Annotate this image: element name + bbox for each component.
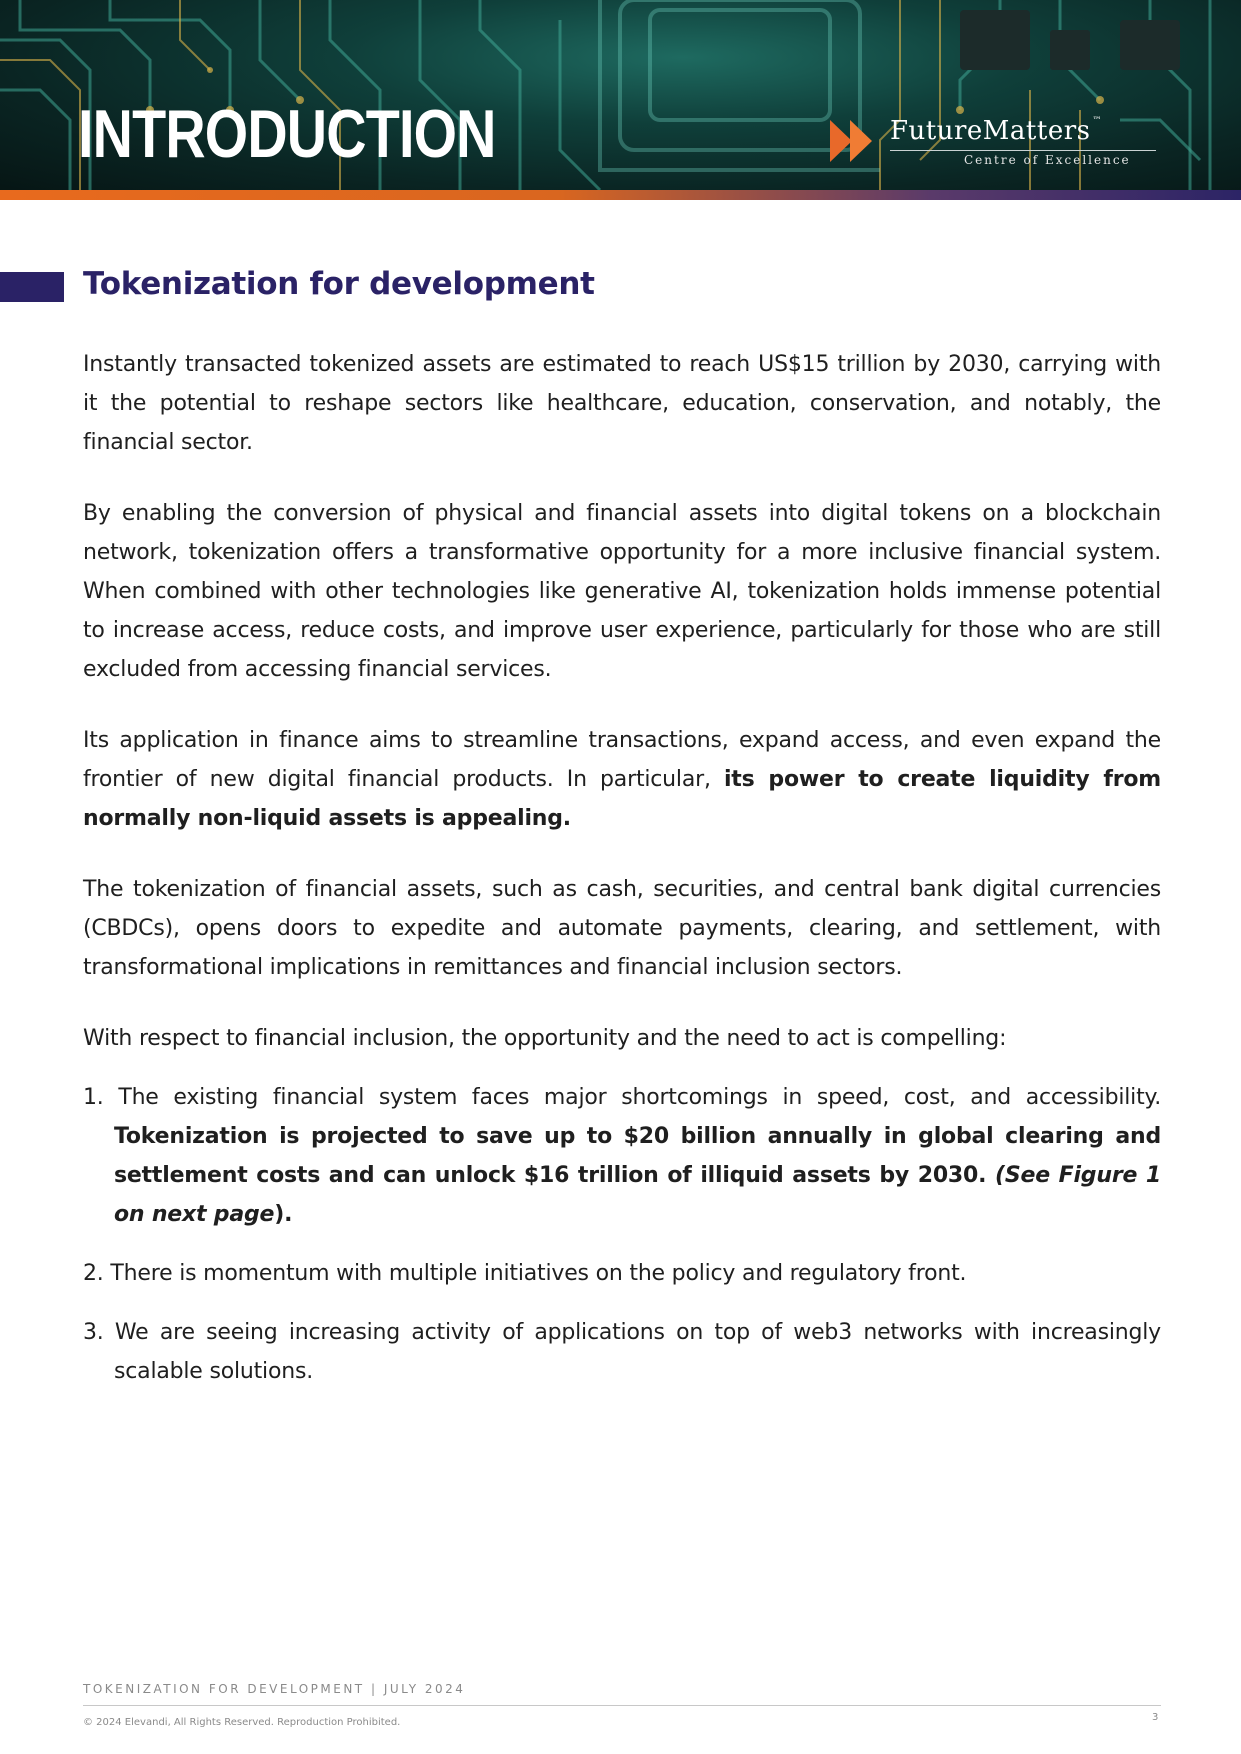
paragraph-4: The tokenization of financial assets, such as cash, securities, and central bank digital currencies (CBDCs), opens doors to expedite and automate payments, clearing, and settlement, with transformational implications in remittances and financial inclusion sectors. [83, 877, 1161, 980]
list-item-3-text: We are seeing increasing activity of applications on top of web3 networks with increasingly scalable solutions. [114, 1320, 1161, 1384]
double-arrow-icon [830, 120, 876, 162]
footer-copyright: © 2024 Elevandi, All Rights Reserved. Reproduction Prohibited. [83, 1717, 401, 1728]
list-number-3: 3. [83, 1320, 104, 1345]
banner-title: INTRODUCTION [78, 96, 496, 172]
paragraph-3-bold: its power to create liquidity from normally non-liquid assets is appealing. [83, 767, 1161, 831]
logo-subtitle: Centre of Excellence [964, 153, 1131, 167]
list-number-2: 2. [83, 1261, 104, 1286]
paragraph-1: Instantly transacted tokenized assets are estimated to reach US$15 trillion by 2030, carrying with it the potential to reshape sectors like healthcare, education, conservation, and notably, the financial sector. [83, 352, 1161, 455]
list-item-3 [83, 1313, 1161, 1391]
paragraph-2: By enabling the conversion of physical and financial assets into digital tokens on a blockchain network, tokenization offers a transformative opportunity for a more inclusive financial system. When combined with other technologies like generative AI, tokenization holds immense potential to increase access, reduce costs, and improve user experience, particularly for those who are still excluded from accessing financial services. [83, 501, 1161, 682]
footer-divider [83, 1705, 1161, 1706]
page-number: 3 [1152, 1712, 1159, 1723]
paragraph-3-text: Its application in finance aims to streamline transactions, expand access, and even expand the frontier of new digital financial products. In particular, [83, 728, 1161, 792]
list-item-2-text: There is momentum with multiple initiatives on the policy and regulatory front. [110, 1261, 967, 1286]
figure-reference: (See Figure 1 on next page [114, 1163, 1161, 1227]
list-number-1: 1. [83, 1085, 104, 1110]
list-item-2 [83, 1254, 1161, 1293]
list-item-1-text: The existing financial system faces major shortcomings in speed, cost, and accessibility. [118, 1085, 1162, 1110]
footer-title: TOKENIZATION FOR DEVELOPMENT | JULY 2024 [83, 1682, 466, 1696]
section-heading: Tokenization for development [83, 266, 595, 302]
main-content [83, 345, 1161, 1411]
logo-name-text: FutureMatters [890, 116, 1091, 146]
futurematters-logo [830, 114, 1170, 170]
list-item-1-bold-end: ). [274, 1202, 293, 1227]
logo-divider [890, 150, 1156, 151]
banner-accent-bar [0, 190, 1241, 200]
heading-marker [0, 272, 64, 302]
logo-name [890, 116, 1102, 146]
paragraph-5: With respect to financial inclusion, the opportunity and the need to act is compelling: [83, 1026, 1007, 1051]
header-banner [0, 0, 1241, 192]
logo-trademark: ™ [1092, 116, 1102, 126]
list-item-1 [83, 1078, 1161, 1234]
list-item-1-bold: Tokenization is projected to save up to $20 billion annually in global clearing and settlement costs and can unlock $16 trillion of illiquid assets by 2030. [114, 1124, 1161, 1188]
paragraph-3 [83, 721, 1161, 838]
